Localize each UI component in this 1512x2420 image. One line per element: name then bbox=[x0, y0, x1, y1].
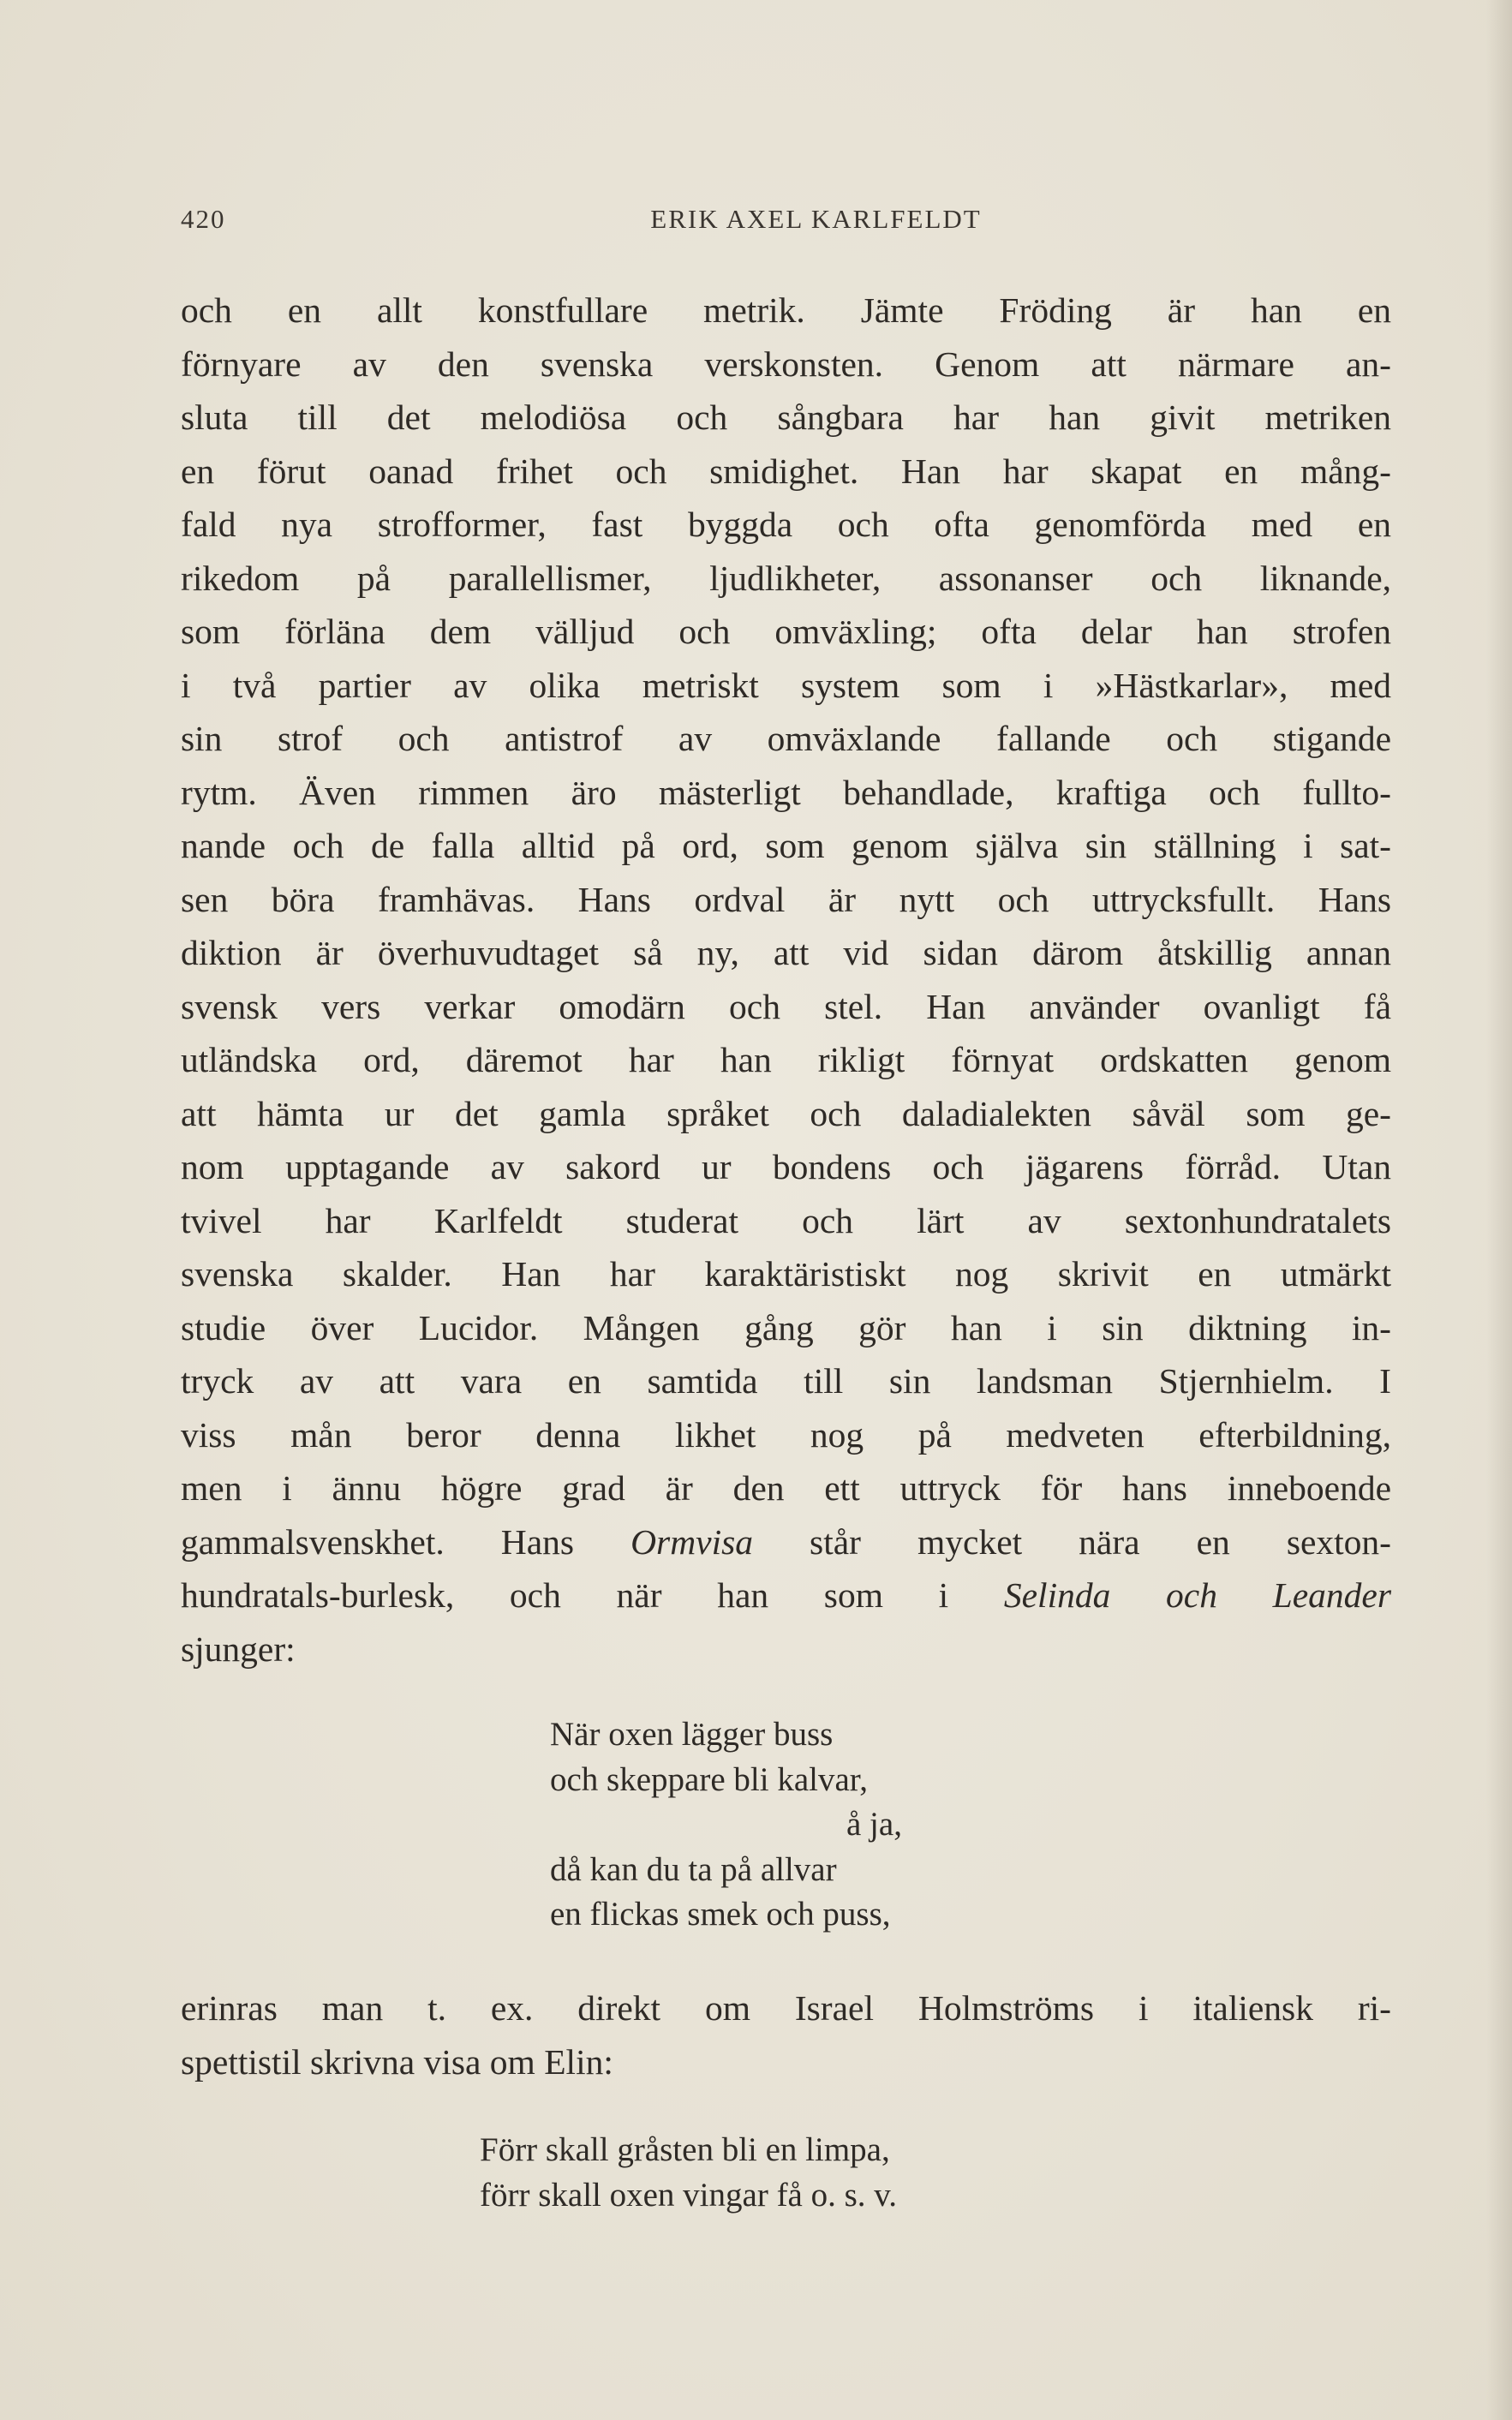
text-line: svenska skalder. Han har karaktäristiskt nog skrivit en utmärkt bbox=[181, 1254, 1391, 1294]
text-line: rikedom på parallellismer, ljudlikheter, assonanser och liknande, bbox=[181, 558, 1391, 598]
text-line: utländska ord, däremot har han rikligt förnyat ordskatten genom bbox=[181, 1040, 1391, 1079]
text-line: fald nya strofformer, fast byggda och ofta genomförda med en bbox=[181, 505, 1391, 544]
text-line: viss mån beror denna likhet nog på medveten efterbildning, bbox=[181, 1414, 1391, 1455]
title-ormvisa: Ormvisa bbox=[630, 1521, 754, 1562]
main-paragraph bbox=[181, 284, 1391, 1676]
text-line: sin strof och antistrof av omväxlande fallande och stigande bbox=[181, 719, 1391, 758]
verse-line: När oxen lägger buss bbox=[550, 1716, 834, 1753]
text-segment: gammalsvenskhet. Hans bbox=[181, 1521, 631, 1562]
text-segment: står mycket nära en sexton- bbox=[753, 1521, 1391, 1562]
verse-line: förr skall oxen vingar få o. s. v. bbox=[480, 2176, 898, 2214]
text-line: som förläna dem välljud och omväxling; ofta delar han strofen bbox=[181, 612, 1391, 651]
text-line: i två partier av olika metriskt system som i »Hästkarlar», med bbox=[181, 665, 1391, 705]
verse-line: en flickas smek och puss, bbox=[550, 1896, 891, 1933]
page-header bbox=[181, 204, 1391, 238]
verse-quote-1 bbox=[550, 1712, 902, 1938]
text-line: diktion är överhuvudtaget så ny, att vid sidan därom åtskillig annan bbox=[181, 933, 1391, 972]
text-line: förnyare av den svenska verskonsten. Genom att närmare an- bbox=[181, 344, 1391, 384]
text-line: tryck av att vara en samtida till sin landsman Stjernhielm. I bbox=[181, 1361, 1391, 1401]
text-line: sen böra framhävas. Hans ordval är nytt och uttrycksfullt. Hans bbox=[181, 879, 1391, 919]
text-line: nom upptagande av sakord ur bondens och jägarens förråd. Utan bbox=[181, 1147, 1391, 1186]
verse-line: och skeppare bli kalvar, bbox=[550, 1760, 868, 1798]
text-line: erinras man t. ex. direkt om Israel Holmströms i italiensk ri- bbox=[181, 1988, 1391, 2028]
verse-line: å ja, bbox=[846, 1806, 902, 1843]
text-line: men i ännu högre grad är den ett uttryck för hans inneboende bbox=[181, 1468, 1391, 1508]
text-line: sluta till det melodiösa och sångbara har han givit metriken bbox=[181, 397, 1391, 437]
verse-line: då kan du ta på allvar bbox=[550, 1850, 837, 1888]
text-line: tvivel har Karlfeldt studerat och lärt av sextonhundratalets bbox=[181, 1200, 1391, 1240]
continuation-paragraph bbox=[181, 1981, 1391, 2088]
text-line: rytm. Även rimmen äro mästerligt behandlade, kraftiga och fullto- bbox=[181, 772, 1391, 812]
title-selinda-och-leander: Selinda och Leander bbox=[1003, 1575, 1391, 1615]
page-number: 420 bbox=[181, 204, 226, 234]
text-line: sjunger: bbox=[181, 1628, 296, 1669]
verse-quote-2 bbox=[480, 2128, 897, 2218]
text-segment: hundratals-burlesk, och när han som i bbox=[181, 1575, 1004, 1615]
text-line-ormvisa bbox=[181, 1515, 1391, 1569]
text-line: att hämta ur det gamla språket och daladialekten såväl som ge- bbox=[181, 1093, 1391, 1133]
text-line: spettistil skrivna visa om Elin: bbox=[181, 2041, 613, 2082]
text-line-selinda bbox=[181, 1569, 1391, 1622]
text-line: svensk vers verkar omodärn och stel. Han använder ovanligt få bbox=[181, 986, 1391, 1026]
text-line: en förut oanad frihet och smidighet. Han har skapat en mång- bbox=[181, 451, 1391, 491]
running-head: ERIK AXEL KARLFELDT bbox=[650, 204, 982, 234]
verse-line: Förr skall gråsten bli en limpa, bbox=[480, 2131, 890, 2168]
page-edge-shadow bbox=[1486, 0, 1512, 2420]
text-line: studie över Lucidor. Mången gång gör han i sin diktning in- bbox=[181, 1307, 1391, 1347]
text-line: och en allt konstfullare metrik. Jämte Fröding är han en bbox=[181, 290, 1391, 330]
text-line: nande och de falla alltid på ord, som genom själva sin ställning i sat- bbox=[181, 826, 1391, 865]
